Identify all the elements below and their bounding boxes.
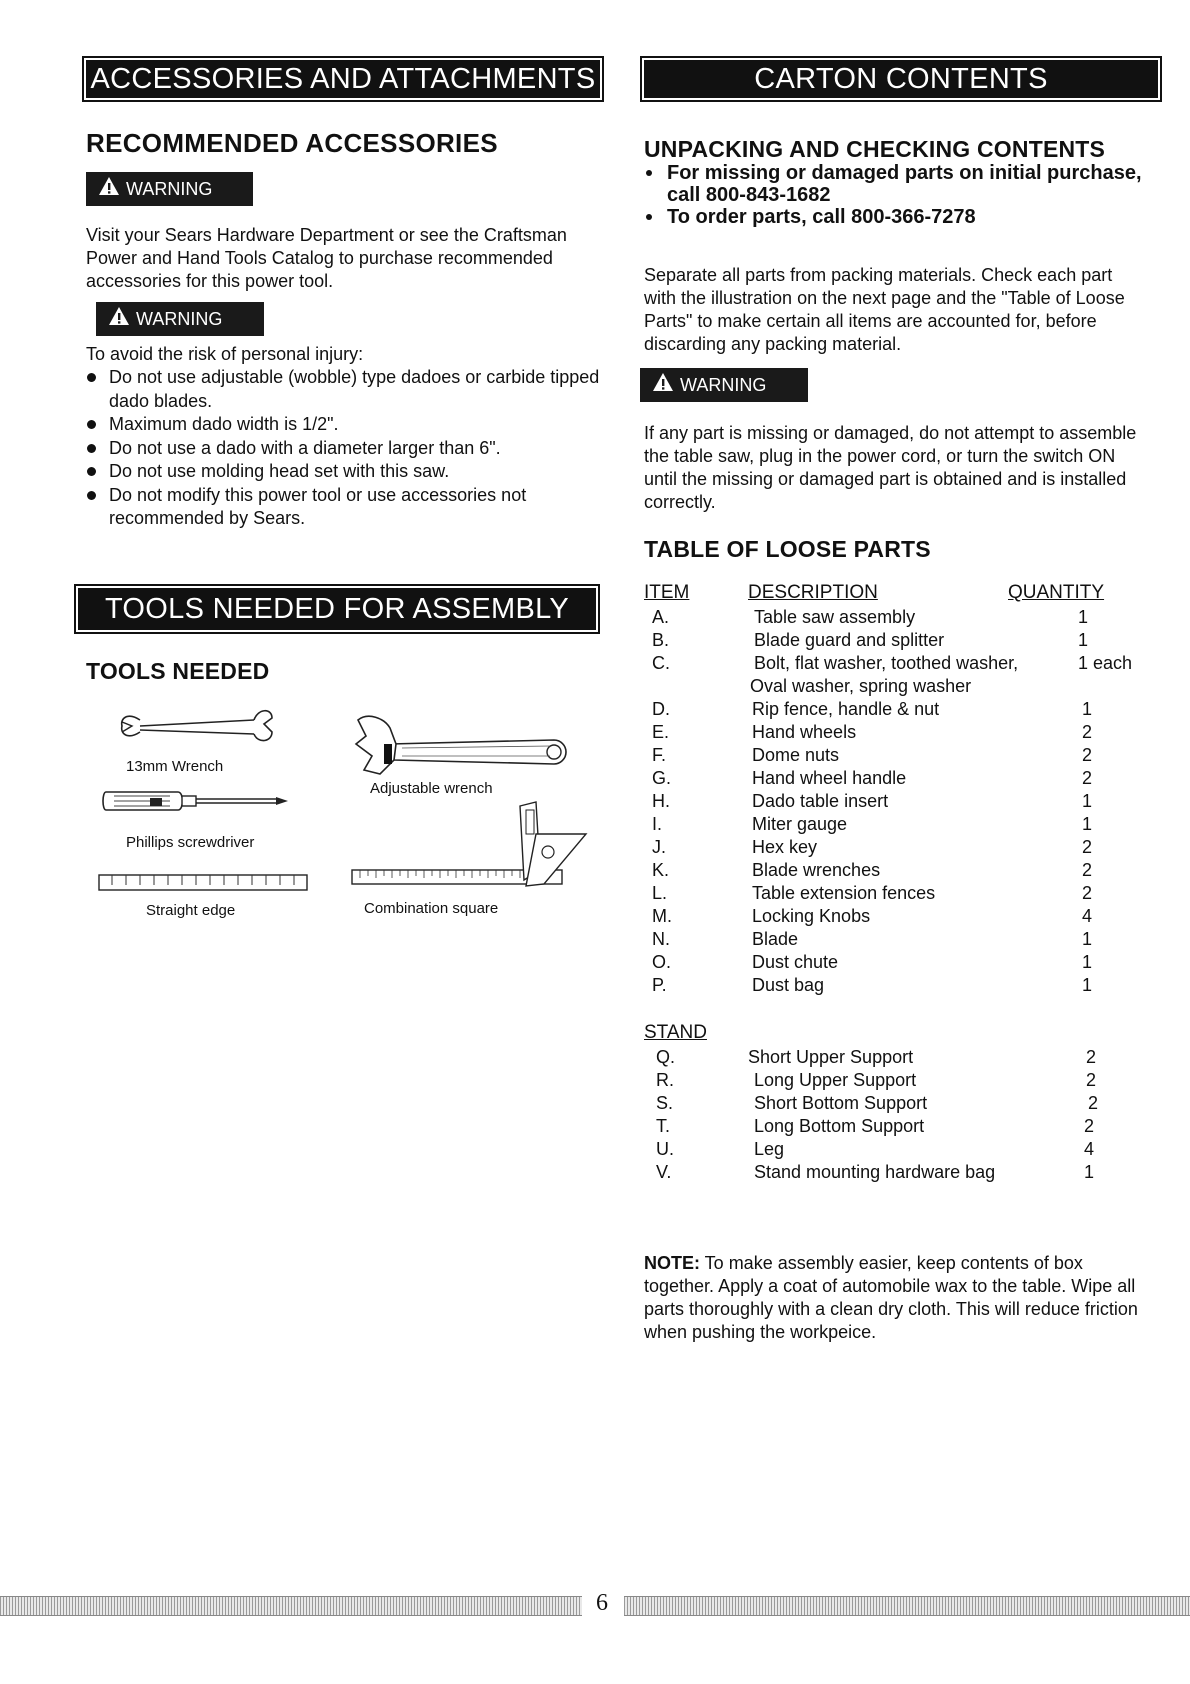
- table-row: U. Leg 4: [656, 1139, 1095, 1159]
- table-row: S. Short Bottom Support 2: [656, 1093, 1099, 1113]
- table-row: Oval washer, spring washer: [750, 676, 972, 696]
- warning-triangle-icon: [108, 303, 130, 337]
- footer-pattern-left: [0, 1596, 582, 1616]
- table-row: L. Table extension fences 2: [652, 883, 1093, 903]
- table-row: D. Rip fence, handle & nut 1: [652, 699, 1093, 719]
- warning-triangle-icon: [652, 369, 674, 403]
- list-item: Do not modify this power tool or use accessories not recommended by Sears.: [86, 484, 606, 531]
- table-row: T. Long Bottom Support 2: [656, 1116, 1095, 1136]
- dado-warning-list: [86, 366, 606, 531]
- table-row: H. Dado table insert 1: [652, 791, 1093, 811]
- stand-header: STAND: [644, 1022, 707, 1043]
- list-item: Do not use a dado with a diameter larger than 6".: [86, 437, 606, 461]
- wrench-13mm-label: 13mm Wrench: [126, 758, 224, 775]
- visit-sears-text: Visit your Sears Hardware Department or see the Craftsman Power and Hand Tools Catalog to purchase recommended accessories for this power tool.: [86, 225, 567, 291]
- table-row: R. Long Upper Support 2: [656, 1070, 1097, 1090]
- carton-contents-banner: CARTON CONTENTS: [640, 56, 1162, 102]
- table-row: M. Locking Knobs 4: [652, 906, 1093, 926]
- recommended-accessories-title: RECOMMENDED ACCESSORIES: [86, 128, 498, 158]
- list-item: Do not use adjustable (wobble) type dadoes or carbide tipped dado blades.: [86, 366, 606, 413]
- table-row: E. Hand wheels 2: [652, 722, 1093, 742]
- table-row: N. Blade 1: [652, 929, 1093, 949]
- combination-square-label: Combination square: [364, 900, 499, 917]
- quantity-header: QUANTITY: [1008, 582, 1105, 603]
- list-item: To order parts, call 800-366-7278: [644, 206, 1144, 228]
- table-row: C. Bolt, flat washer, toothed washer, 1 each: [652, 653, 1133, 673]
- table-row: B. Blade guard and splitter 1: [652, 630, 1089, 650]
- note-text: [644, 1252, 1154, 1344]
- missing-part-text: If any part is missing or damaged, do not attempt to assemble the table saw, plug in the power cord, or turn the switch ON until the missing or damaged part is obtained and is installed correctly.: [644, 423, 1137, 512]
- table-row: F. Dome nuts 2: [652, 745, 1093, 765]
- separate-parts-text: Separate all parts from packing materials. Check each part with the illustration on the next page and the "Table of Loose Parts" to make certain all items are accounted for, before discarding any packing material.: [644, 265, 1125, 354]
- warning-triangle-icon: [98, 173, 120, 207]
- warning-label-2: [96, 302, 264, 336]
- list-item: For missing or damaged parts on initial purchase, call 800-843-1682: [644, 162, 1144, 206]
- loose-parts-title: TABLE OF LOOSE PARTS: [644, 536, 931, 562]
- table-row: P. Dust bag 1: [652, 975, 1093, 995]
- avoid-injury-intro: To avoid the risk of personal injury:: [86, 344, 364, 364]
- table-row: O. Dust chute 1: [652, 952, 1093, 972]
- table-row: I. Miter gauge 1: [652, 814, 1093, 834]
- note-label: NOTE:: [644, 1253, 700, 1273]
- table-row: V. Stand mounting hardware bag 1: [656, 1162, 1095, 1182]
- adjustable-wrench-label: Adjustable wrench: [370, 780, 493, 797]
- table-row: G. Hand wheel handle 2: [652, 768, 1093, 788]
- accessories-banner: ACCESSORIES AND ATTACHMENTS: [82, 56, 604, 102]
- warning-label-1: [86, 172, 253, 206]
- table-row: Q. Short Upper Support 2: [656, 1047, 1097, 1067]
- warning-text: WARNING: [126, 179, 213, 199]
- warning-text: WARNING: [680, 375, 767, 395]
- tools-needed-title: TOOLS NEEDED: [86, 658, 270, 684]
- warning-label-3: [640, 368, 808, 402]
- warning-text: WARNING: [136, 309, 223, 329]
- list-item: Do not use molding head set with this saw.: [86, 460, 606, 484]
- footer-pattern-right: [624, 1596, 1190, 1616]
- tools-banner: TOOLS NEEDED FOR ASSEMBLY: [74, 584, 600, 634]
- unpacking-title: UNPACKING AND CHECKING CONTENTS: [644, 136, 1106, 162]
- table-row: J. Hex key 2: [652, 837, 1093, 857]
- straight-edge-label: Straight edge: [146, 902, 236, 919]
- page-number: 6: [596, 1590, 608, 1616]
- phillips-screwdriver-label: Phillips screwdriver: [126, 834, 255, 851]
- description-header: DESCRIPTION: [748, 582, 878, 603]
- call-numbers-list: [644, 162, 1144, 228]
- table-row: A. Table saw assembly 1: [652, 607, 1089, 627]
- table-row: K. Blade wrenches 2: [652, 860, 1093, 880]
- note-body: To make assembly easier, keep contents of box together. Apply a coat of automobile wax to the table. Wipe all parts thoroughly with a clean dry cloth. This will reduce friction when pushing the workpeice.: [644, 1253, 1138, 1342]
- item-header: ITEM: [644, 582, 690, 603]
- list-item: Maximum dado width is 1/2".: [86, 413, 606, 437]
